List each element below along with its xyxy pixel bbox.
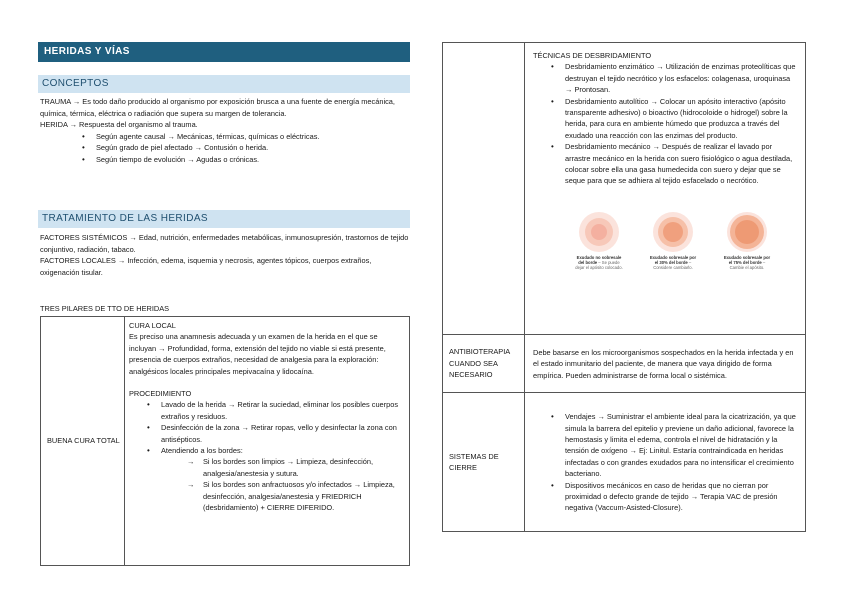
list-item: • Lavado de la herida → Retirar la suciedad, eliminar los posibles cuerpos extraños y residuos.: [143, 399, 405, 422]
list-item: • Según grado de piel afectado → Contusión o herida.: [78, 142, 412, 154]
wound-figure-2: Exudado sobresale por el 30% del borde – Considere cambiarlo.: [649, 211, 697, 271]
wound-figure-3: Exudado sobresale por el 75% del borde – Cambie el apósito.: [723, 211, 771, 271]
tres-pilares-title: TRES PILARES DE TTO DE HERIDAS: [40, 304, 170, 313]
list-item: → Si los bordes son anfractuosos y/o infectados → Limpieza, desinfección, analgesia/anestesia y FRIEDRICH (desbridamiento) + CIERRE DIFERIDO.: [187, 479, 405, 513]
antibioterapia-label: ANTIBIOTERAPIA CUANDO SEA NECESARIO: [443, 335, 525, 393]
table-row: [41, 317, 410, 566]
list-item: • Desinfección de la zona → Retirar ropas, vello y desinfectar la zona con antisépticos.: [143, 422, 405, 445]
desbridamiento-title: TÉCNICAS DE DESBRIDAMIENTO: [533, 51, 652, 60]
desbridamiento-list: [547, 61, 799, 186]
conceptos-body: [40, 96, 412, 166]
list-item: • Según tiempo de evolución → Agudas o crónicas.: [78, 154, 412, 166]
wound-caption-title: Exudado no sobresale del borde: [576, 254, 622, 266]
wound-image-3: [726, 211, 768, 253]
wound-image-2: [652, 211, 694, 253]
wound-figure-1: Exudado no sobresale del borde – Se puede dejar el apósito colocado.: [575, 211, 623, 271]
sistemas-cierre-list: [547, 411, 799, 514]
procedimiento-title: PROCEDIMIENTO: [129, 389, 192, 399]
procedimiento-list: [143, 399, 405, 456]
herida-classification-list: [78, 131, 412, 166]
page-title-bar: [38, 42, 410, 62]
wound-image-1: [578, 211, 620, 253]
wound-caption-sub: Se puede dejar el apósito colocado.: [575, 260, 623, 271]
table-row: [443, 393, 806, 532]
desbridamiento-cell: [525, 43, 806, 335]
list-item: → Si los bordes son limpios → Limpieza, desinfección, analgesia/anestesia y sutura.: [187, 456, 405, 479]
page-title: HERIDAS Y VÍAS: [44, 46, 130, 57]
wound-caption-sub: Cambie el apósito.: [729, 265, 765, 271]
wound-caption-sub: Considere cambiarlo.: [653, 265, 693, 271]
cura-local-cell: [125, 317, 410, 566]
table-row: [443, 335, 806, 393]
list-item: • Desbridamiento mecánico → Después de realizar el lavado por arrastre mecánico en la herida con suero fisiológico o agua destilada, colocar sobre ella una gasa humedecida con suero y dejar que se seque para que se adhiera al tejido esfacelado o necrótico.: [547, 141, 799, 187]
list-item: • Según agente causal → Mecánicas, térmicas, químicas o eléctricas.: [78, 131, 412, 143]
desbridamiento-label: [443, 43, 525, 335]
trauma-definition: TRAUMA → Es todo daño producido al organismo por exposición brusca a una fuente de energía mecánica, química, térmica, eléctrica o radiación que supera su margen de tolerancia.: [40, 97, 395, 118]
sistemas-cierre-label: SISTEMAS DE CIERRE: [443, 393, 525, 532]
table-row: [443, 43, 806, 335]
tratamiento-heading: TRATAMIENTO DE LAS HERIDAS: [38, 210, 410, 228]
bordes-list: [187, 456, 405, 513]
cura-local-title: CURA LOCAL: [129, 321, 176, 330]
antibioterapia-text: Debe basarse en los microorganismos sospechados en la herida infectada y en el estado inmunitario del paciente, de manera que vaya dirigido de forma empírica. Pueden administrarse de forma local o sistémica.: [525, 335, 806, 393]
list-item: • Desbridamiento autolítico → Colocar un apósito interactivo (apósito transparente adhesivo) o bioactivo (hidrocoloide o hidrogel) sobre la herida, para cura en ambiente húmedo que produzca a través del exudado una reacción con las enzimas del producto.: [547, 96, 799, 142]
list-item: • Atendiendo a los bordes:: [143, 445, 405, 456]
wound-exudate-figures: [575, 211, 799, 271]
list-item: • Vendajes → Suministrar el ambiente ideal para la cicatrización, ya que simula la barrera del epitelio y previene un daño adicional, favorece la hemostasis y limita el edema, controla el nivel de hidratación y la tensión de oxígeno → Ej: Linitul. Estaría contraindicada en heridas infectadas o con grandes exudados para no intensificar el crecimiento bacteriano.: [547, 411, 799, 479]
tres-pilares-table: [40, 316, 410, 566]
list-item: • Desbridamiento enzimático → Utilización de enzimas proteolíticas que destruyan el tejido necrótico y los esfacelos: colagenasa, uroquinasa → Prontosan.: [547, 61, 799, 95]
right-table: [442, 42, 806, 532]
conceptos-heading: CONCEPTOS: [38, 75, 410, 93]
wound-caption-title: Exudado sobresale por el 30% del borde: [649, 254, 697, 266]
buena-cura-label: BUENA CURA TOTAL: [41, 317, 125, 566]
list-item: • Dispositivos mecánicos en caso de heridas que no cierran por proximidad o defecto grande de tejido → Terapia VAC de presión negativa (Vaccum-Asisted-Closure).: [547, 480, 799, 514]
cura-local-text: Es preciso una anamnesis adecuada y un examen de la herida en el que se incluyan → Profundidad, forma, extensión del tejido no viable si está presente, presencia de cuerpos extraños, necesidad de analgesia para la exploración: analgésicos locales principales mepivacaína y lidocaína.: [129, 332, 386, 376]
factores-locales: FACTORES LOCALES → Infección, edema, isquemia y necrosis, agentes tópicos, cuerpos extraños, oxigenación tisular.: [40, 256, 372, 277]
sistemas-cierre-cell: [525, 393, 806, 532]
factores-sistemicos: FACTORES SISTÉMICOS → Edad, nutrición, enfermedades metabólicas, inmunosupresión, trastornos de tejido conjuntivo, radiación, tabaco.: [40, 233, 409, 254]
tratamiento-body: [40, 232, 412, 278]
wound-caption-title: Exudado sobresale por el 75% del borde: [723, 254, 771, 266]
herida-definition: HERIDA → Respuesta del organismo al trauma.: [40, 120, 198, 130]
